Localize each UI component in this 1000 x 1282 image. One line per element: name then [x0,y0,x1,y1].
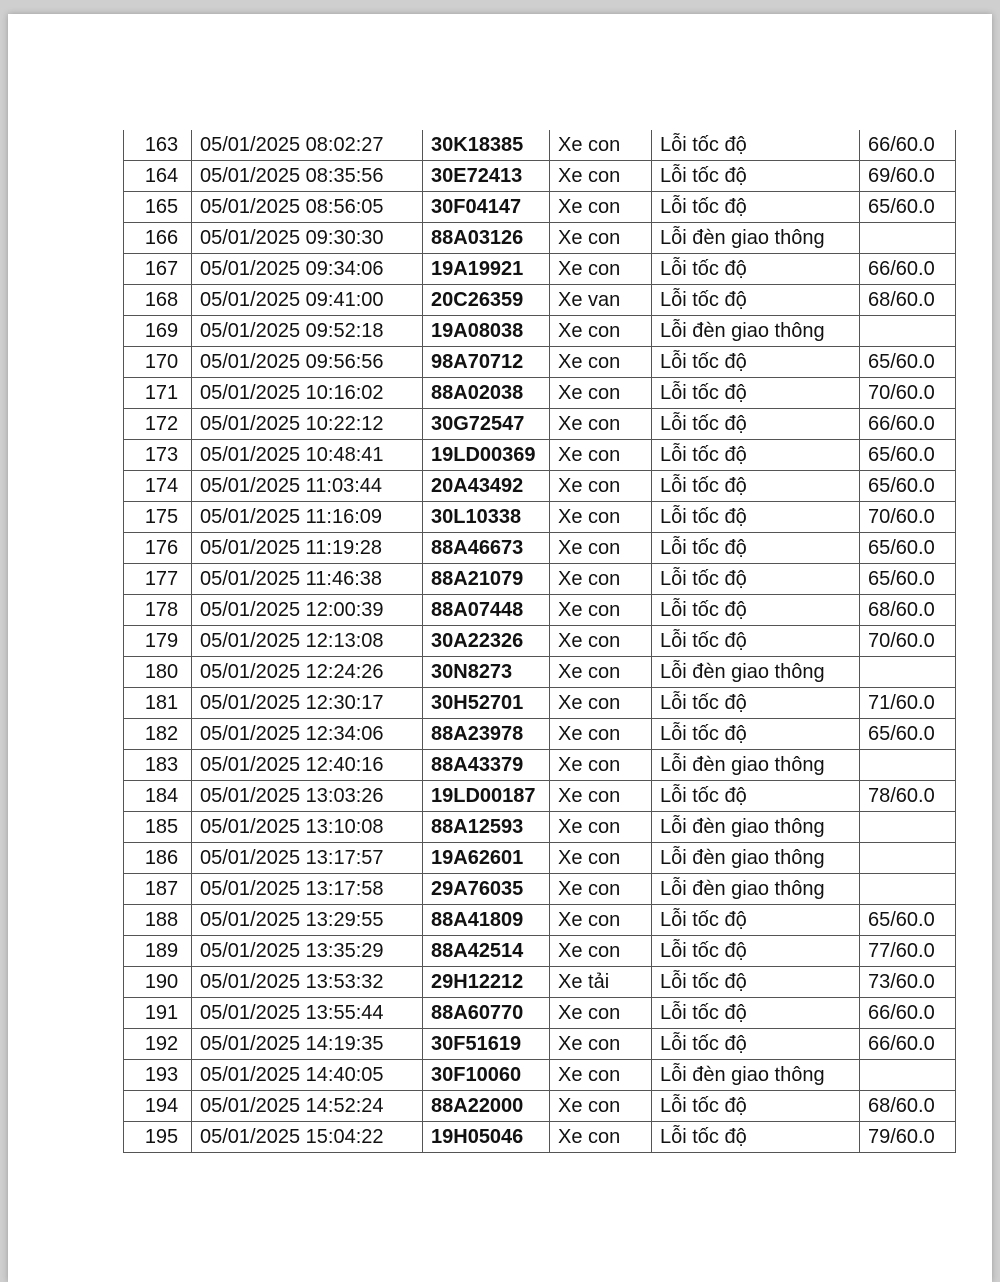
cell-plate: 19LD00369 [423,440,550,471]
cell-plate: 19A19921 [423,254,550,285]
cell-plate: 88A23978 [423,719,550,750]
cell-speed: 65/60.0 [860,564,956,595]
table-row [124,750,956,781]
cell-speed [860,812,956,843]
table-row [124,905,956,936]
cell-violation: Lỗi tốc độ [652,905,860,936]
cell-violation: Lỗi tốc độ [652,254,860,285]
cell-vehicle: Xe con [550,688,652,719]
cell-violation: Lỗi tốc độ [652,595,860,626]
cell-speed [860,750,956,781]
cell-time: 05/01/2025 08:02:27 [192,130,423,161]
cell-speed: 68/60.0 [860,595,956,626]
table-row [124,130,956,161]
cell-violation: Lỗi đèn giao thông [652,812,860,843]
cell-speed: 66/60.0 [860,998,956,1029]
cell-violation: Lỗi tốc độ [652,285,860,316]
cell-speed: 66/60.0 [860,409,956,440]
cell-vehicle: Xe con [550,130,652,161]
cell-plate: 30F51619 [423,1029,550,1060]
cell-vehicle: Xe con [550,1122,652,1153]
cell-time: 05/01/2025 13:17:57 [192,843,423,874]
cell-no: 180 [124,657,192,688]
cell-vehicle: Xe con [550,936,652,967]
cell-vehicle: Xe con [550,1029,652,1060]
document-page [8,14,992,1282]
cell-vehicle: Xe con [550,409,652,440]
cell-plate: 20A43492 [423,471,550,502]
cell-time: 05/01/2025 13:53:32 [192,967,423,998]
cell-no: 175 [124,502,192,533]
cell-speed: 66/60.0 [860,1029,956,1060]
cell-speed: 77/60.0 [860,936,956,967]
cell-violation: Lỗi tốc độ [652,1029,860,1060]
cell-plate: 30E72413 [423,161,550,192]
cell-violation: Lỗi tốc độ [652,1091,860,1122]
cell-vehicle: Xe con [550,254,652,285]
cell-violation: Lỗi tốc độ [652,626,860,657]
cell-violation: Lỗi đèn giao thông [652,1060,860,1091]
cell-plate: 88A03126 [423,223,550,254]
cell-time: 05/01/2025 15:04:22 [192,1122,423,1153]
cell-no: 191 [124,998,192,1029]
cell-vehicle: Xe con [550,471,652,502]
cell-plate: 88A12593 [423,812,550,843]
table-row [124,719,956,750]
cell-time: 05/01/2025 12:24:26 [192,657,423,688]
cell-plate: 19H05046 [423,1122,550,1153]
cell-vehicle: Xe con [550,781,652,812]
cell-time: 05/01/2025 09:52:18 [192,316,423,347]
cell-time: 05/01/2025 10:16:02 [192,378,423,409]
cell-no: 171 [124,378,192,409]
cell-time: 05/01/2025 12:34:06 [192,719,423,750]
cell-time: 05/01/2025 13:55:44 [192,998,423,1029]
cell-speed: 66/60.0 [860,130,956,161]
cell-speed: 70/60.0 [860,378,956,409]
cell-time: 05/01/2025 14:52:24 [192,1091,423,1122]
cell-vehicle: Xe con [550,843,652,874]
cell-vehicle: Xe con [550,750,652,781]
table-row [124,316,956,347]
cell-plate: 88A46673 [423,533,550,564]
table-row [124,843,956,874]
cell-time: 05/01/2025 14:40:05 [192,1060,423,1091]
cell-speed: 68/60.0 [860,285,956,316]
cell-violation: Lỗi đèn giao thông [652,874,860,905]
cell-vehicle: Xe con [550,657,652,688]
cell-no: 174 [124,471,192,502]
cell-vehicle: Xe con [550,316,652,347]
cell-time: 05/01/2025 13:35:29 [192,936,423,967]
cell-plate: 30F10060 [423,1060,550,1091]
cell-no: 187 [124,874,192,905]
cell-vehicle: Xe con [550,161,652,192]
cell-time: 05/01/2025 11:16:09 [192,502,423,533]
table-row [124,223,956,254]
cell-plate: 20C26359 [423,285,550,316]
cell-plate: 30N8273 [423,657,550,688]
cell-vehicle: Xe con [550,626,652,657]
table-row [124,471,956,502]
cell-speed [860,657,956,688]
cell-plate: 88A43379 [423,750,550,781]
table-row [124,378,956,409]
cell-time: 05/01/2025 13:10:08 [192,812,423,843]
cell-speed [860,843,956,874]
cell-violation: Lỗi tốc độ [652,347,860,378]
cell-speed [860,874,956,905]
cell-speed: 78/60.0 [860,781,956,812]
cell-plate: 88A07448 [423,595,550,626]
cell-time: 05/01/2025 12:40:16 [192,750,423,781]
cell-vehicle: Xe con [550,812,652,843]
cell-no: 172 [124,409,192,440]
cell-speed: 65/60.0 [860,533,956,564]
cell-plate: 30L10338 [423,502,550,533]
cell-violation: Lỗi đèn giao thông [652,843,860,874]
cell-no: 168 [124,285,192,316]
cell-violation: Lỗi tốc độ [652,1122,860,1153]
cell-vehicle: Xe con [550,440,652,471]
cell-time: 05/01/2025 13:17:58 [192,874,423,905]
cell-speed: 65/60.0 [860,719,956,750]
cell-speed: 71/60.0 [860,688,956,719]
cell-vehicle: Xe con [550,564,652,595]
cell-plate: 88A21079 [423,564,550,595]
cell-time: 05/01/2025 13:03:26 [192,781,423,812]
violations-table-body [124,130,956,1153]
table-row [124,161,956,192]
cell-plate: 88A60770 [423,998,550,1029]
cell-violation: Lỗi tốc độ [652,564,860,595]
table-row [124,657,956,688]
cell-speed: 65/60.0 [860,440,956,471]
cell-no: 185 [124,812,192,843]
cell-plate: 30A22326 [423,626,550,657]
cell-violation: Lỗi tốc độ [652,161,860,192]
table-row [124,409,956,440]
cell-time: 05/01/2025 12:30:17 [192,688,423,719]
cell-no: 169 [124,316,192,347]
cell-violation: Lỗi tốc độ [652,688,860,719]
cell-no: 164 [124,161,192,192]
cell-plate: 98A70712 [423,347,550,378]
table-row [124,564,956,595]
table-row [124,626,956,657]
table-row [124,285,956,316]
cell-time: 05/01/2025 12:13:08 [192,626,423,657]
cell-violation: Lỗi đèn giao thông [652,316,860,347]
cell-time: 05/01/2025 09:30:30 [192,223,423,254]
cell-no: 177 [124,564,192,595]
table-row [124,502,956,533]
cell-vehicle: Xe con [550,1091,652,1122]
cell-time: 05/01/2025 14:19:35 [192,1029,423,1060]
cell-speed: 69/60.0 [860,161,956,192]
table-row [124,998,956,1029]
cell-violation: Lỗi tốc độ [652,967,860,998]
cell-time: 05/01/2025 11:19:28 [192,533,423,564]
cell-violation: Lỗi đèn giao thông [652,750,860,781]
cell-no: 166 [124,223,192,254]
cell-plate: 29A76035 [423,874,550,905]
table-row [124,1122,956,1153]
table-row [124,781,956,812]
cell-vehicle: Xe con [550,192,652,223]
cell-speed: 65/60.0 [860,905,956,936]
cell-no: 179 [124,626,192,657]
cell-speed: 65/60.0 [860,192,956,223]
cell-time: 05/01/2025 08:56:05 [192,192,423,223]
cell-speed: 66/60.0 [860,254,956,285]
cell-no: 195 [124,1122,192,1153]
cell-speed: 65/60.0 [860,347,956,378]
cell-no: 181 [124,688,192,719]
cell-violation: Lỗi tốc độ [652,936,860,967]
cell-plate: 30F04147 [423,192,550,223]
cell-no: 167 [124,254,192,285]
cell-time: 05/01/2025 09:34:06 [192,254,423,285]
cell-plate: 88A02038 [423,378,550,409]
table-row [124,1091,956,1122]
cell-plate: 30K18385 [423,130,550,161]
cell-no: 193 [124,1060,192,1091]
table-row [124,347,956,378]
cell-time: 05/01/2025 08:35:56 [192,161,423,192]
cell-no: 165 [124,192,192,223]
cell-time: 05/01/2025 09:41:00 [192,285,423,316]
cell-no: 186 [124,843,192,874]
cell-vehicle: Xe con [550,378,652,409]
cell-time: 05/01/2025 11:03:44 [192,471,423,502]
cell-speed: 79/60.0 [860,1122,956,1153]
cell-no: 176 [124,533,192,564]
cell-no: 170 [124,347,192,378]
cell-violation: Lỗi tốc độ [652,719,860,750]
cell-no: 192 [124,1029,192,1060]
cell-plate: 30G72547 [423,409,550,440]
table-row [124,1060,956,1091]
cell-vehicle: Xe con [550,998,652,1029]
cell-violation: Lỗi tốc độ [652,781,860,812]
table-row [124,254,956,285]
cell-no: 178 [124,595,192,626]
cell-plate: 19LD00187 [423,781,550,812]
cell-vehicle: Xe con [550,905,652,936]
cell-speed [860,223,956,254]
table-row [124,688,956,719]
violations-table [123,130,956,1153]
cell-vehicle: Xe con [550,347,652,378]
cell-speed: 68/60.0 [860,1091,956,1122]
cell-no: 173 [124,440,192,471]
cell-violation: Lỗi đèn giao thông [652,223,860,254]
cell-vehicle: Xe tải [550,967,652,998]
cell-time: 05/01/2025 11:46:38 [192,564,423,595]
cell-plate: 19A08038 [423,316,550,347]
cell-time: 05/01/2025 09:56:56 [192,347,423,378]
cell-violation: Lỗi đèn giao thông [652,657,860,688]
cell-plate: 88A22000 [423,1091,550,1122]
cell-no: 189 [124,936,192,967]
cell-vehicle: Xe con [550,1060,652,1091]
cell-vehicle: Xe con [550,223,652,254]
cell-plate: 30H52701 [423,688,550,719]
cell-no: 184 [124,781,192,812]
cell-violation: Lỗi tốc độ [652,998,860,1029]
table-row [124,440,956,471]
cell-no: 190 [124,967,192,998]
cell-vehicle: Xe con [550,502,652,533]
cell-violation: Lỗi tốc độ [652,378,860,409]
cell-vehicle: Xe con [550,874,652,905]
table-row [124,812,956,843]
cell-plate: 88A41809 [423,905,550,936]
cell-no: 188 [124,905,192,936]
cell-no: 183 [124,750,192,781]
cell-time: 05/01/2025 13:29:55 [192,905,423,936]
cell-plate: 88A42514 [423,936,550,967]
cell-violation: Lỗi tốc độ [652,502,860,533]
cell-violation: Lỗi tốc độ [652,471,860,502]
cell-violation: Lỗi tốc độ [652,192,860,223]
cell-speed: 73/60.0 [860,967,956,998]
cell-violation: Lỗi tốc độ [652,533,860,564]
table-row [124,192,956,223]
table-row [124,533,956,564]
cell-violation: Lỗi tốc độ [652,409,860,440]
cell-no: 194 [124,1091,192,1122]
cell-time: 05/01/2025 10:48:41 [192,440,423,471]
cell-speed [860,316,956,347]
cell-violation: Lỗi tốc độ [652,130,860,161]
cell-plate: 19A62601 [423,843,550,874]
table-row [124,874,956,905]
cell-vehicle: Xe con [550,533,652,564]
cell-no: 182 [124,719,192,750]
table-row [124,595,956,626]
table-row [124,1029,956,1060]
cell-vehicle: Xe van [550,285,652,316]
table-row [124,967,956,998]
cell-plate: 29H12212 [423,967,550,998]
cell-speed [860,1060,956,1091]
table-row [124,936,956,967]
cell-speed: 70/60.0 [860,502,956,533]
cell-time: 05/01/2025 12:00:39 [192,595,423,626]
cell-speed: 70/60.0 [860,626,956,657]
cell-time: 05/01/2025 10:22:12 [192,409,423,440]
cell-violation: Lỗi tốc độ [652,440,860,471]
cell-speed: 65/60.0 [860,471,956,502]
cell-vehicle: Xe con [550,595,652,626]
cell-no: 163 [124,130,192,161]
cell-vehicle: Xe con [550,719,652,750]
